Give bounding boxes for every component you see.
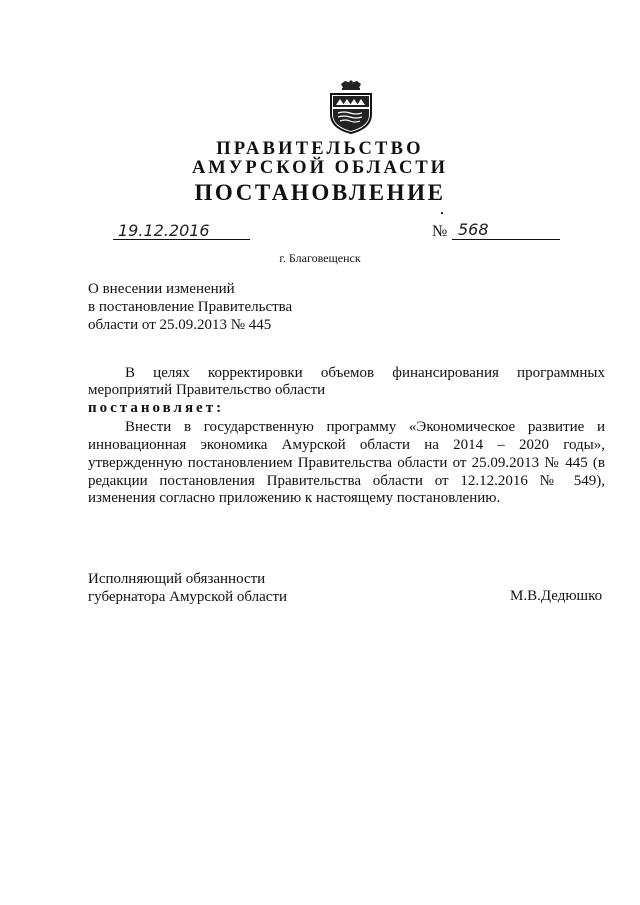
number-label: № [432, 223, 448, 240]
number-underline [452, 239, 560, 240]
coat-of-arms-emblem [328, 80, 374, 134]
intro-paragraph-line: мероприятий Правительство области [88, 382, 326, 398]
subject-line: в постановление Правительства [88, 299, 293, 315]
document-subject [88, 280, 292, 334]
signatory-title-line: губернатора Амурской области [88, 589, 288, 605]
subject-line: О внесении изменений [88, 281, 235, 297]
intro-paragraph-line: В целях корректировки объемов финансирования программных [125, 365, 605, 381]
government-title-line1: ПРАВИТЕЛЬСТВО [216, 139, 424, 159]
document-type-title: ПОСТАНОВЛЕНИЕ [194, 180, 446, 205]
city-name: г. Благовещенск [279, 251, 361, 265]
government-title-line2: АМУРСКОЙ ОБЛАСТИ [191, 158, 449, 178]
body-paragraph-line: инновационная экономика Амурской области на 2014 – 2020 годы», [88, 437, 605, 453]
resolves-keyword: постановляет: [88, 400, 225, 416]
signatory-title [88, 570, 287, 606]
body-paragraph-line: изменения согласно приложению к настоящему постановлению. [88, 490, 501, 506]
signatory-title-line: Исполняющий обязанности [88, 571, 266, 587]
body-paragraph-line: утвержденную постановлением Правительства области от 25.09.2013 № 445 (в [88, 455, 605, 471]
body-paragraph-line: Внести в государственную программу «Экономическое развитие и [125, 419, 605, 435]
scan-speck [441, 212, 443, 214]
document-date: 19.12.2016 [118, 221, 210, 240]
signatory-name: М.В.Дедюшко [510, 588, 603, 604]
date-underline [113, 239, 250, 240]
body-paragraph-line: редакции постановления Правительства области от 12.12.2016 № 549), [88, 473, 605, 489]
document-number: 568 [458, 220, 489, 239]
subject-line: области от 25.09.2013 № 445 [88, 317, 272, 333]
